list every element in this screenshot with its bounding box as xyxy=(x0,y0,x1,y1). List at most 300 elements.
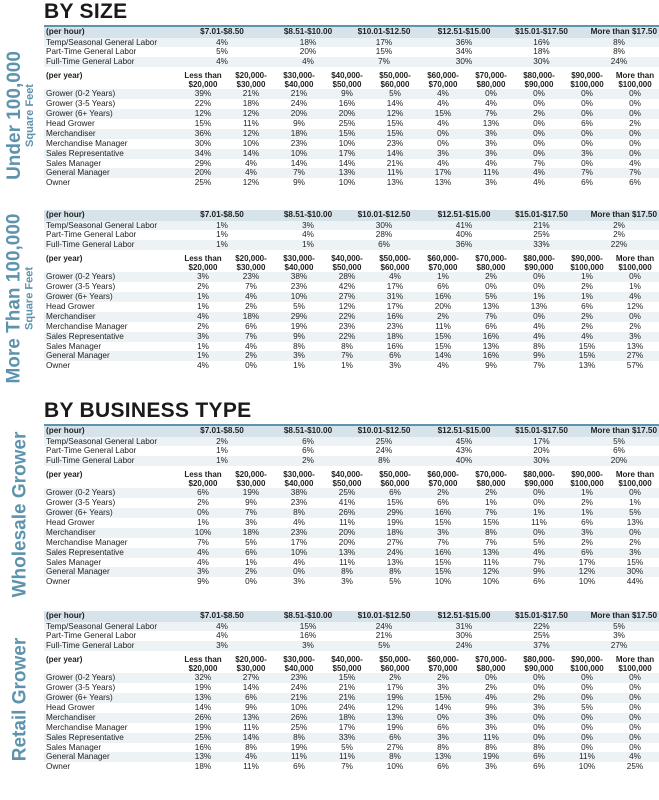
table-cell: 1% xyxy=(179,292,227,302)
table-cell: 1% xyxy=(272,240,344,250)
table-cell: 0% xyxy=(611,312,659,322)
table-row xyxy=(44,752,659,762)
table-cell: 4% xyxy=(611,292,659,302)
table-cell: 2% xyxy=(563,538,611,548)
table-cell: 14% xyxy=(371,149,419,159)
column-header: $90,000 xyxy=(524,80,554,90)
table-cell: 1% xyxy=(563,488,611,498)
table-cell: 17% xyxy=(371,683,419,693)
column-header: $70,000 xyxy=(428,664,458,674)
heading-by-size: BY SIZE xyxy=(44,0,128,23)
table-cell: 20% xyxy=(272,47,344,57)
table-cell: 9% xyxy=(227,498,275,508)
column-header: $30,000- xyxy=(283,71,315,81)
table-cell: 11% xyxy=(323,752,371,762)
row-label: General Manager xyxy=(44,168,179,178)
table-row xyxy=(44,538,659,548)
table-cell: 22% xyxy=(323,312,371,322)
row-label: Merchandise Manager xyxy=(44,322,179,332)
table-cell: 6% xyxy=(611,178,659,188)
table-cell: 18% xyxy=(275,129,323,139)
column-header: $40,000- xyxy=(331,254,363,264)
table-cell: 12% xyxy=(611,302,659,312)
table-cell: 26% xyxy=(179,713,227,723)
table-cell: 6% xyxy=(563,302,611,312)
table-cell: 0% xyxy=(563,159,611,169)
table-cell: 24% xyxy=(275,683,323,693)
table-cell: 12% xyxy=(227,109,275,119)
table-cell: 36% xyxy=(424,38,504,48)
table-cell: 13% xyxy=(227,713,275,723)
column-header: $90,000 xyxy=(524,664,554,674)
table-cell: 17% xyxy=(275,538,323,548)
table-cell: 3% xyxy=(467,139,515,149)
table-cell: 15% xyxy=(371,119,419,129)
column-header: $40,000- xyxy=(331,71,363,81)
table-cell: 15% xyxy=(419,518,467,528)
table-row xyxy=(44,342,659,352)
column-header: $50,000 xyxy=(332,80,362,90)
table-cell: 5% xyxy=(579,437,659,447)
table-cell: 13% xyxy=(323,548,371,558)
table-cell: 18% xyxy=(179,762,227,772)
table-cell: 26% xyxy=(323,508,371,518)
row-label: Temp/Seasonal General Labor xyxy=(44,437,172,447)
column-header: $100,000 xyxy=(618,263,652,273)
table-cell: 44% xyxy=(611,577,659,587)
table-row xyxy=(44,139,659,149)
table-cell: 5% xyxy=(467,292,515,302)
table-cell: 1% xyxy=(172,240,272,250)
panel-tables xyxy=(44,611,659,772)
table-cell: 32% xyxy=(179,673,227,683)
table-cell: 0% xyxy=(611,723,659,733)
column-header: $15.01-$17.50 xyxy=(504,426,579,437)
table-cell: 0% xyxy=(419,713,467,723)
table-cell: 17% xyxy=(419,168,467,178)
table-cell: 12% xyxy=(323,302,371,312)
table-cell: 3% xyxy=(371,361,419,371)
column-header: $80,000 xyxy=(476,80,506,90)
column-header: $12.51-$15.00 xyxy=(424,27,504,38)
table-cell: 18% xyxy=(272,38,344,48)
table-cell: 15% xyxy=(419,693,467,703)
table-cell: 15% xyxy=(179,119,227,129)
table-cell: 8% xyxy=(579,38,659,48)
column-header: $8.51-$10.00 xyxy=(272,611,344,622)
table-cell: 0% xyxy=(563,139,611,149)
row-label: Head Grower xyxy=(44,302,179,312)
table-cell: 36% xyxy=(424,240,504,250)
table-cell: 7% xyxy=(467,109,515,119)
panel-tables xyxy=(44,27,659,188)
table-cell: 13% xyxy=(419,752,467,762)
table-row xyxy=(44,488,659,498)
table-cell: 0% xyxy=(515,119,563,129)
column-header: $8.51-$10.00 xyxy=(272,27,344,38)
table-cell: 36% xyxy=(179,129,227,139)
table-cell: 33% xyxy=(504,240,579,250)
row-label: Merchandiser xyxy=(44,312,179,322)
table-cell: 10% xyxy=(179,528,227,538)
table-cell: 23% xyxy=(227,272,275,282)
table-cell: 4% xyxy=(419,361,467,371)
column-header: $80,000 xyxy=(476,479,506,489)
hourly-header-row xyxy=(44,210,659,221)
column-header: (per year) xyxy=(46,71,83,81)
table-cell: 13% xyxy=(467,302,515,312)
table-cell: 23% xyxy=(371,139,419,149)
table-cell: 15% xyxy=(611,558,659,568)
row-label: Full-Time General Labor xyxy=(44,240,172,250)
column-header xyxy=(44,80,179,89)
table-cell: 16% xyxy=(467,332,515,342)
yearly-header-row xyxy=(44,479,659,488)
table-cell: 22% xyxy=(504,622,579,632)
table-cell: 30% xyxy=(611,567,659,577)
column-header: (per year) xyxy=(46,470,83,480)
table-cell: 3% xyxy=(563,149,611,159)
table-row xyxy=(44,713,659,723)
table-cell: 5% xyxy=(371,577,419,587)
table-cell: 9% xyxy=(467,703,515,713)
column-header: $10.01-$12.50 xyxy=(344,210,424,221)
table-cell: 20% xyxy=(504,446,579,456)
column-header xyxy=(44,664,179,673)
table-cell: 23% xyxy=(275,139,323,149)
table-cell: 24% xyxy=(424,641,504,651)
table-cell: 20% xyxy=(323,109,371,119)
table-cell: 1% xyxy=(172,230,272,240)
row-label: Owner xyxy=(44,762,179,772)
table-cell: 4% xyxy=(515,178,563,188)
column-header: $20,000- xyxy=(235,655,267,665)
table-cell: 0% xyxy=(515,733,563,743)
table-cell: 27% xyxy=(579,641,659,651)
table-cell: 25% xyxy=(611,762,659,772)
table-row xyxy=(44,622,659,632)
table-cell: 16% xyxy=(467,351,515,361)
table-row xyxy=(44,762,659,772)
yearly-header-row xyxy=(44,71,659,80)
row-label: Merchandise Manager xyxy=(44,723,179,733)
table-cell: 0% xyxy=(179,508,227,518)
column-header: $90,000- xyxy=(571,655,603,665)
table-cell: 13% xyxy=(467,548,515,558)
table-cell: 6% xyxy=(515,762,563,772)
table-row xyxy=(44,508,659,518)
table-cell: 3% xyxy=(272,221,344,231)
table-cell: 1% xyxy=(179,351,227,361)
table-cell: 8% xyxy=(419,743,467,753)
table-cell: 4% xyxy=(515,332,563,342)
table-row xyxy=(44,119,659,129)
table-cell: 4% xyxy=(227,159,275,169)
column-header: $100,000 xyxy=(570,263,604,273)
hourly-header-row xyxy=(44,27,659,38)
column-header: $10.01-$12.50 xyxy=(344,426,424,437)
table-cell: 13% xyxy=(179,752,227,762)
hourly-wage-table xyxy=(44,611,659,651)
column-header: $90,000 xyxy=(524,479,554,489)
table-cell: 2% xyxy=(272,456,344,466)
table-cell: 0% xyxy=(563,683,611,693)
table-cell: 11% xyxy=(515,518,563,528)
column-header: $12.51-$15.00 xyxy=(424,611,504,622)
column-header: $70,000- xyxy=(475,470,507,480)
table-cell: 30% xyxy=(344,221,424,231)
column-header: $12.51-$15.00 xyxy=(424,210,504,221)
table-cell: 2% xyxy=(371,673,419,683)
table-cell: 4% xyxy=(419,99,467,109)
table-cell: 10% xyxy=(275,703,323,713)
table-row xyxy=(44,567,659,577)
row-label: Merchandiser xyxy=(44,528,179,538)
table-cell: 2% xyxy=(563,322,611,332)
table-cell: 12% xyxy=(371,109,419,119)
row-label: Head Grower xyxy=(44,119,179,129)
column-header xyxy=(44,479,179,488)
table-cell: 24% xyxy=(344,622,424,632)
table-row xyxy=(44,673,659,683)
table-cell: 28% xyxy=(323,272,371,282)
table-cell: 6% xyxy=(563,548,611,558)
table-cell: 3% xyxy=(179,567,227,577)
table-cell: 0% xyxy=(467,673,515,683)
table-cell: 21% xyxy=(275,89,323,99)
table-cell: 5% xyxy=(344,641,424,651)
table-cell: 27% xyxy=(371,743,419,753)
table-cell: 30% xyxy=(179,139,227,149)
table-cell: 14% xyxy=(227,683,275,693)
row-label: Sales Manager xyxy=(44,743,179,753)
table-row xyxy=(44,38,659,48)
table-cell: 14% xyxy=(227,733,275,743)
table-cell: 4% xyxy=(419,159,467,169)
table-cell: 19% xyxy=(179,683,227,693)
table-cell: 15% xyxy=(419,342,467,352)
table-cell: 2% xyxy=(467,272,515,282)
table-cell: 6% xyxy=(515,752,563,762)
table-cell: 6% xyxy=(275,762,323,772)
table-cell: 37% xyxy=(504,641,579,651)
panel-label xyxy=(0,210,40,387)
table-row xyxy=(44,631,659,641)
table-row xyxy=(44,149,659,159)
table-cell: 17% xyxy=(371,302,419,312)
table-cell: 0% xyxy=(563,713,611,723)
table-cell: 19% xyxy=(371,518,419,528)
yearly-salary-table xyxy=(44,71,659,188)
table-cell: 20% xyxy=(323,528,371,538)
column-header: $30,000 xyxy=(236,664,266,674)
table-cell: 23% xyxy=(323,322,371,332)
table-cell: 24% xyxy=(275,99,323,109)
row-label: General Manager xyxy=(44,752,179,762)
table-cell: 12% xyxy=(467,567,515,577)
table-cell: 3% xyxy=(515,703,563,713)
row-label: Sales Manager xyxy=(44,159,179,169)
table-row xyxy=(44,723,659,733)
table-cell: 7% xyxy=(227,508,275,518)
table-cell: 0% xyxy=(563,723,611,733)
table-cell: 21% xyxy=(323,693,371,703)
table-cell: 9% xyxy=(275,178,323,188)
table-cell: 12% xyxy=(371,703,419,713)
table-cell: 25% xyxy=(323,488,371,498)
table-cell: 3% xyxy=(323,577,371,587)
table-cell: 0% xyxy=(515,149,563,159)
table-cell: 7% xyxy=(227,282,275,292)
column-header: More than xyxy=(615,470,655,480)
table-cell: 29% xyxy=(371,508,419,518)
table-cell: 7% xyxy=(515,361,563,371)
table-cell: 14% xyxy=(275,159,323,169)
table-cell: 21% xyxy=(275,693,323,703)
panel-sublabel-text: Square Feet xyxy=(23,267,36,330)
table-cell: 6% xyxy=(371,733,419,743)
table-row xyxy=(44,159,659,169)
table-row xyxy=(44,99,659,109)
table-cell: 16% xyxy=(323,99,371,109)
table-cell: 8% xyxy=(515,342,563,352)
table-cell: 7% xyxy=(611,168,659,178)
panel-tables xyxy=(44,210,659,371)
table-cell: 0% xyxy=(515,528,563,538)
table-cell: 4% xyxy=(275,558,323,568)
table-cell: 11% xyxy=(563,752,611,762)
column-header: Less than xyxy=(184,655,222,665)
row-label: Part-Time General Labor xyxy=(44,446,172,456)
column-header: $60,000- xyxy=(427,71,459,81)
table-cell: 45% xyxy=(424,437,504,447)
column-header: $100,000 xyxy=(570,80,604,90)
table-cell: 10% xyxy=(275,292,323,302)
table-row xyxy=(44,282,659,292)
column-header: (per hour) xyxy=(44,27,172,38)
column-header: $30,000- xyxy=(283,655,315,665)
table-cell: 20% xyxy=(579,456,659,466)
table-row xyxy=(44,322,659,332)
table-cell: 14% xyxy=(371,99,419,109)
table-row xyxy=(44,230,659,240)
table-cell: 7% xyxy=(344,57,424,67)
table-cell: 12% xyxy=(179,109,227,119)
table-cell: 18% xyxy=(227,312,275,322)
table-cell: 4% xyxy=(515,548,563,558)
table-cell: 27% xyxy=(323,292,371,302)
table-cell: 0% xyxy=(467,282,515,292)
table-cell: 6% xyxy=(419,498,467,508)
row-label: Temp/Seasonal General Labor xyxy=(44,622,172,632)
column-header: $7.01-$8.50 xyxy=(172,210,272,221)
table-cell: 13% xyxy=(611,518,659,528)
table-row xyxy=(44,437,659,447)
row-label: Sales Representative xyxy=(44,733,179,743)
table-cell: 17% xyxy=(323,149,371,159)
column-header: $60,000 xyxy=(380,479,410,489)
column-header: $8.51-$10.00 xyxy=(272,426,344,437)
table-cell: 0% xyxy=(563,743,611,753)
table-cell: 16% xyxy=(272,631,344,641)
table-cell: 8% xyxy=(467,743,515,753)
table-cell: 9% xyxy=(323,89,371,99)
table-cell: 10% xyxy=(323,139,371,149)
column-header xyxy=(44,263,179,272)
column-header: $90,000 xyxy=(524,263,554,273)
table-cell: 8% xyxy=(344,456,424,466)
column-header: $30,000 xyxy=(236,263,266,273)
table-cell: 31% xyxy=(424,622,504,632)
table-cell: 21% xyxy=(504,221,579,231)
column-header: $40,000 xyxy=(284,664,314,674)
table-cell: 22% xyxy=(579,240,659,250)
table-cell: 8% xyxy=(467,528,515,538)
table-cell: 6% xyxy=(563,518,611,528)
row-label: Part-Time General Labor xyxy=(44,230,172,240)
table-cell: 23% xyxy=(275,528,323,538)
table-cell: 10% xyxy=(563,762,611,772)
table-cell: 19% xyxy=(227,488,275,498)
table-cell: 6% xyxy=(419,762,467,772)
table-cell: 3% xyxy=(172,641,272,651)
column-header: $90,000- xyxy=(571,254,603,264)
table-cell: 0% xyxy=(515,272,563,282)
yearly-header-row xyxy=(44,470,659,479)
table-cell: 14% xyxy=(227,149,275,159)
table-cell: 41% xyxy=(323,498,371,508)
column-header: $20,000- xyxy=(235,254,267,264)
yearly-header-row xyxy=(44,263,659,272)
row-label: Grower (0-2 Years) xyxy=(44,488,179,498)
table-cell: 8% xyxy=(275,342,323,352)
row-label: Temp/Seasonal General Labor xyxy=(44,38,172,48)
column-header: $60,000 xyxy=(380,263,410,273)
table-cell: 2% xyxy=(467,488,515,498)
table-row xyxy=(44,178,659,188)
row-label: Grower (0-2 Years) xyxy=(44,272,179,282)
table-cell: 2% xyxy=(227,567,275,577)
table-cell: 3% xyxy=(467,129,515,139)
column-header: $60,000- xyxy=(427,655,459,665)
table-cell: 4% xyxy=(227,292,275,302)
column-header: $40,000 xyxy=(284,479,314,489)
table-cell: 0% xyxy=(419,129,467,139)
column-header: $70,000- xyxy=(475,655,507,665)
table-cell: 23% xyxy=(275,282,323,292)
table-cell: 0% xyxy=(563,99,611,109)
table-cell: 16% xyxy=(419,548,467,558)
row-label: Grower (3-5 Years) xyxy=(44,498,179,508)
table-cell: 4% xyxy=(419,119,467,129)
table-row xyxy=(44,498,659,508)
table-cell: 18% xyxy=(227,99,275,109)
column-header: More than xyxy=(615,655,655,665)
table-row xyxy=(44,641,659,651)
yearly-header-row xyxy=(44,254,659,263)
table-row xyxy=(44,89,659,99)
table-cell: 7% xyxy=(323,351,371,361)
table-cell: 2% xyxy=(179,322,227,332)
table-cell: 0% xyxy=(515,723,563,733)
table-cell: 1% xyxy=(515,292,563,302)
table-cell: 25% xyxy=(344,437,424,447)
column-header: $90,000- xyxy=(571,470,603,480)
row-label: Grower (3-5 Years) xyxy=(44,683,179,693)
column-header: $100,000 xyxy=(570,479,604,489)
table-cell: 38% xyxy=(275,272,323,282)
table-cell: 6% xyxy=(515,577,563,587)
